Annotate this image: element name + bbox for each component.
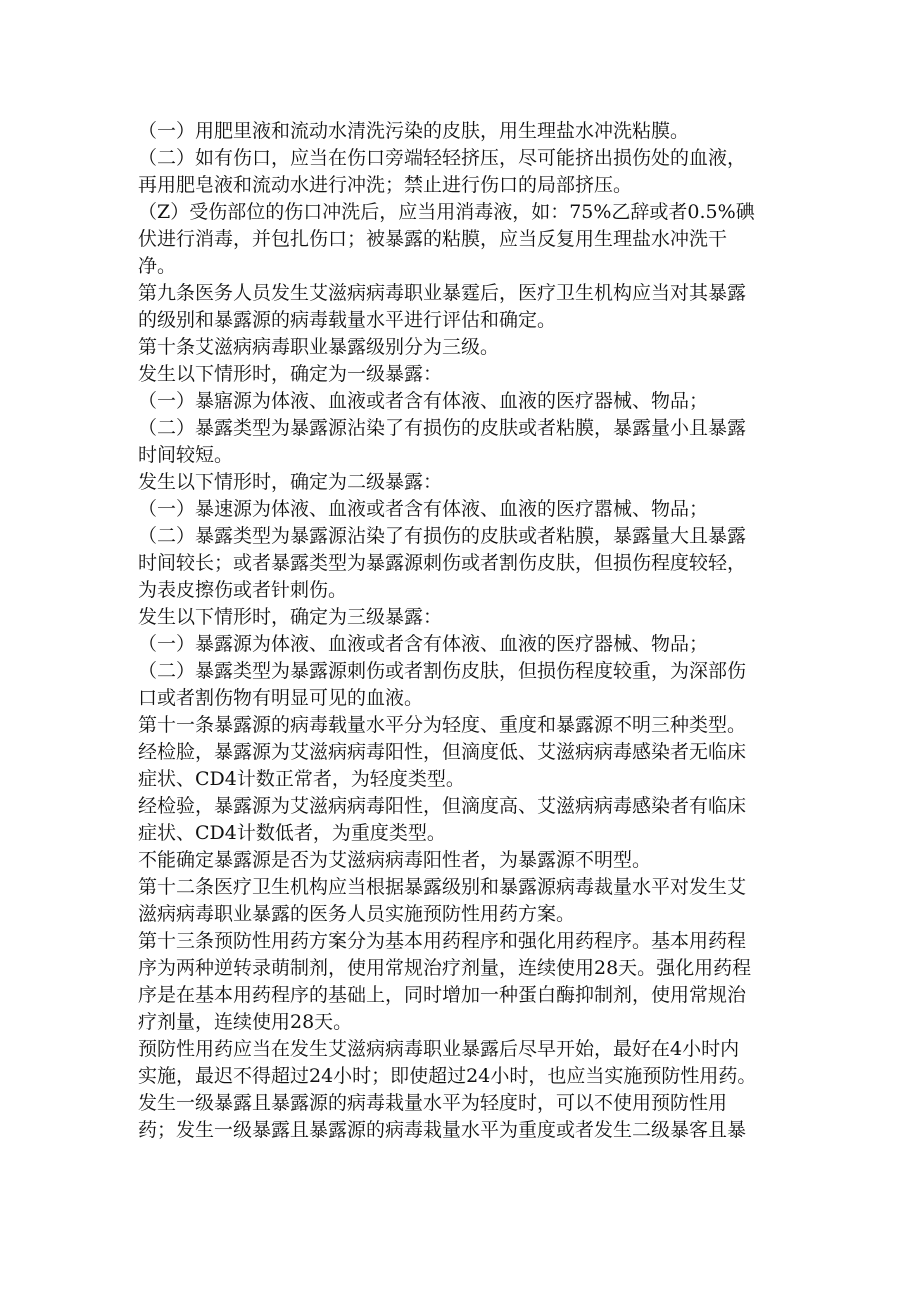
text-line: 序为两种逆转录萌制剂，使用常规治疗剂量，连续使用28天。强化用药程: [138, 957, 752, 979]
text-line: （一）用肥里液和流动水清洗污染的皮肤，用生理盐水冲洗粘膜。: [138, 120, 690, 142]
text-line: （二）如有伤口，应当在伤口旁端轻轻挤压，尽可能挤出损伤处的血液，: [138, 147, 747, 169]
text-line: 第十条艾滋病病毒职业暴露级别分为三级。: [138, 336, 500, 358]
text-line: 为表皮擦伤或者针刺伤。: [138, 579, 348, 601]
text-line: 第九条医务人员发生艾滋病病毒职业暴霆后，医疗卫生机构应当对其暴露: [138, 282, 747, 304]
text-line: 时间较长；或者暴露类型为暴露源刺伤或者割伤皮肤，但损伤程度较轻，: [138, 552, 747, 574]
text-line: 发生以下情形时，确定为二级暴露：: [138, 471, 443, 493]
text-line: 再用肥皂液和流动水进行冲洗；禁止进行伤口的局部挤压。: [138, 174, 633, 196]
text-line: 症状、CD4计数低者，为重度类型。: [138, 822, 446, 844]
text-line: （一）暴露源为体液、血液或者含有体液、血液的医疗器械、物品；: [138, 633, 709, 655]
text-line: 第十二条医疗卫生机构应当根据暴露级别和暴露源病毒裁量水平对发生艾: [138, 876, 747, 898]
text-line: （Z）受伤部位的伤口冲洗后，应当用消毒液，如：75%乙辞或者0.5%碘: [138, 201, 755, 223]
body-text: [138, 118, 788, 1144]
text-line: 时间较短。: [138, 444, 234, 466]
text-line: （一）暴速源为体液、血液或者含有体液、血液的医疗嚣械、物品；: [138, 498, 709, 520]
text-line: 序是在基本用药程序的基础上，同时增加一种蛋白酶抑制剂，使用常规治: [138, 984, 747, 1006]
text-line: 预防性用药应当在发生艾滋病病毒职业暴露后尽早开始，最好在4小时内: [138, 1038, 740, 1060]
text-line: 症状、CD4计数正常者，为轻度类型。: [138, 768, 465, 790]
text-line: 第十一条暴露源的病毒载量水平分为轻度、重度和暴露源不明三种类型。: [138, 714, 747, 736]
text-line: 发生一级暴露且暴露源的病毒栽量水平为轻度时，可以不使用预防性用: [138, 1092, 728, 1114]
text-line: 发生以下情形时，确定为一级暴露：: [138, 363, 443, 385]
text-line: 经检验，暴露源为艾滋病病毒阳性，但滴度高、艾滋病病毒感染者有临床: [138, 795, 747, 817]
text-line: 的级别和暴露源的病毒载量水平进行评估和确定。: [138, 309, 557, 331]
text-line: 伏进行消毒，并包扎伤口；被暴露的粘膜，应当反复用生理盐水冲洗干: [138, 228, 728, 250]
text-line: 疗剂量，连续使用28天。: [138, 1011, 353, 1033]
text-line: 发生以下情形时，确定为三级暴露：: [138, 606, 443, 628]
text-line: 经检脸，暴露源为艾滋病病毒阳性，但滴度低、艾滋病病毒感染者无临床: [138, 741, 747, 763]
text-line: 不能确定暴露源是否为艾滋病病毒阳性者，为暴露源不明型。: [138, 849, 652, 871]
text-line: 滋病病毒职业暴露的医务人员实施预防性用药方案。: [138, 903, 576, 925]
text-line: 净。: [138, 255, 177, 277]
text-line: 第十三条预防性用药方案分为基本用药程序和强化用药程序。基本用药程: [138, 930, 747, 952]
text-line: （二）暴露类型为暴露源刺伤或者割伤皮肤，但损伤程度较重，为深部伤: [138, 660, 747, 682]
text-line: （一）暴寤源为体液、血液或者含有体液、血液的医疗器械、物品；: [138, 390, 709, 412]
text-line: 口或者割伤物有明显可见的血液。: [138, 687, 424, 709]
text-line: （二）暴露类型为暴露源沾染了有损伤的皮肤或者粘膜，暴露量小且暴露: [138, 417, 747, 439]
text-line: 实施，最迟不得超过24小时；即使超过24小时，也应当实施预防性用药。: [138, 1065, 757, 1087]
text-line: （二）暴露类型为暴露源沾染了有损伤的皮肤或者粘膜，暴露量大且暴露: [138, 525, 747, 547]
text-line: 药；发生一级暴露且暴露源的病毒栽量水平为重度或者发生二级暴客且暴: [138, 1119, 747, 1141]
